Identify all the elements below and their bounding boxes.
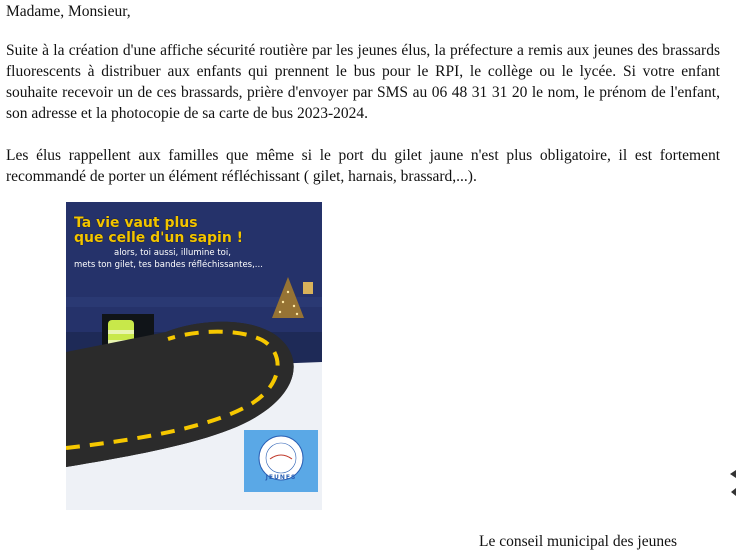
letter-signature: Le conseil municipal des jeunes <box>479 533 677 550</box>
poster-title-line-1: Ta vie vaut plus <box>74 215 198 231</box>
logo-text: JEUNES <box>265 474 297 481</box>
letter-paragraph-1: Suite à la création d'une affiche sécurité routière par les jeunes élus, la préfecture a remis aux jeunes des brassards fluorescents à distribuer aux enfants qui prennent le bus pour le RPI, le collège ou le lycée. Si votre enfant souhaite recevoir un de ces brassards, prière d'envoyer par SMS au 06 48 31 31 20 le nom, le prénom de l'enfant, son adresse et la photocopie de sa carte de bus 2023-2024. <box>6 42 720 122</box>
road-safety-poster <box>66 202 322 510</box>
page-edge-mark <box>728 470 736 510</box>
poster-subtitle-line-1: alors, toi aussi, illumine toi, <box>114 248 231 258</box>
poster-text <box>74 216 263 270</box>
letter-greeting: Madame, Monsieur, <box>6 3 131 20</box>
letter-paragraph-2: Les élus rappellent aux familles que même si le port du gilet jaune n'est plus obligatoire, il est fortement recommandé de porter un élément réfléchissant ( gilet, harnais, brassard,...). <box>6 147 720 185</box>
poster-subtitle-line-2: mets ton gilet, tes bandes réfléchissantes,... <box>74 260 263 270</box>
logo-caption <box>244 430 318 490</box>
poster-title-line-2: que celle d'un sapin ! <box>74 230 244 246</box>
